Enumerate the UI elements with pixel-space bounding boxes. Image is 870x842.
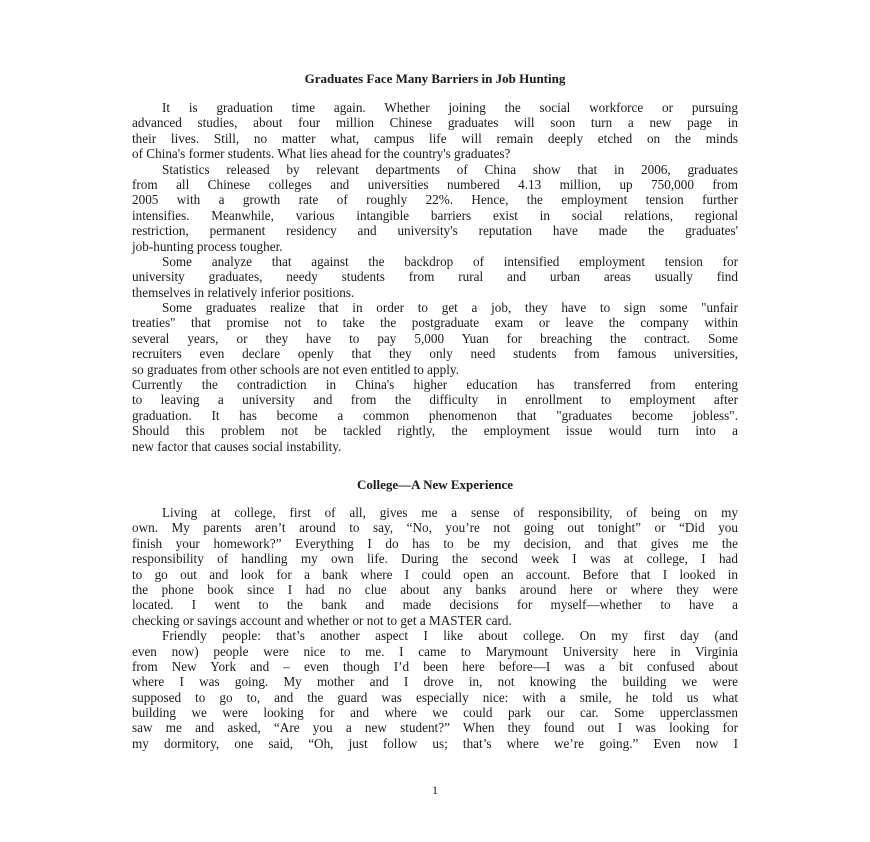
text-line: job-hunting process tougher. [132,238,283,254]
article-body-1 [132,100,738,454]
text-line: university graduates, needy students from rural and urban areas usually find [132,269,738,285]
paragraph [132,162,738,254]
text-line: It is graduation time again. Whether joining the social workforce or pursuing [162,100,738,115]
page-number: 1 [432,783,438,797]
text-line: supposed to go to, and the guard was especially nice: with a smile, he told us what [132,689,738,705]
text-line: 2005 with a growth rate of roughly 22%. Hence, the employment tension further [132,192,738,208]
text-line: so graduates from other schools are not even entitled to apply. [132,361,459,377]
text-line: Statistics released by relevant departments of China show that in 2006, graduates [162,161,738,177]
text-line: their lives. Still, no matter what, campus life will remain deeply etched on the minds [132,130,738,146]
article-title-1: Graduates Face Many Barriers in Job Hunting [304,71,566,86]
text-line: graduation. It has become a common phenomenon that "graduates become jobless". [132,407,738,423]
text-line: of China's former students. What lies ahead for the country's graduates? [132,146,511,162]
text-line: building we were looking for and where we could park our car. Some upperclassmen [132,705,738,721]
text-line: new factor that causes social instability. [132,438,342,454]
text-line: Some graduates realize that in order to get a job, they have to sign some "unfair [162,300,738,316]
text-line: Some analyze that against the backdrop of intensified employment tension for [162,253,738,269]
text-line: Should this problem not be tackled rightly, the employment issue would turn into a [132,423,738,439]
text-line: to leaving a university and from the difficulty in enrollment to employment after [132,392,738,408]
text-line: Living at college, first of all, gives me a sense of responsibility, of being on my [162,505,738,520]
text-line: to go out and look for a bank where I could open an account. Before that I looked in [132,566,738,582]
text-line: my dormitory, one said, “Oh, just follow us; that’s where we’re going.” Even now I [132,735,738,751]
text-line: even now) people were nice to me. I came to Marymount University here in Virginia [132,643,738,659]
text-line: Currently the contradiction in China's higher education has transferred from entering [132,377,738,393]
text-line: the phone book since I had no clue about any banks around here or where they were [132,581,738,597]
paragraph [132,100,738,162]
text-line: where I was going. My mother and I drove in, not knowing the building we were [132,674,738,690]
article-title-2: College—A New Experience [357,477,513,492]
text-line: themselves in relatively inferior positions. [132,284,355,300]
text-line: recruiters even declare openly that they only need students from famous universities, [132,346,738,362]
article-body-2 [132,505,738,751]
text-line: several years, or they have to pay 5,000 Yuan for breaching the contract. Some [132,330,738,346]
text-line: finish your homework?” Everything I do has to be my decision, and that gives me the [132,535,738,551]
text-line: from New York and – even though I’d been here before—I was a bit confused about [132,658,738,674]
text-line: saw me and asked, “Are you a new student?” When they found out I was looking for [132,720,738,736]
text-line: checking or savings account and whether or not to get a MASTER card. [132,612,512,628]
paragraph [132,505,738,628]
paragraph [132,300,738,377]
paragraph [132,628,738,751]
text-line: located. I went to the bank and made decisions for myself—whether to have a [132,597,738,613]
paragraph [132,254,738,300]
text-line: advanced studies, about four million Chinese graduates will soon turn a new page in [132,115,738,131]
text-line: restriction, permanent residency and university's reputation have made the graduates' [132,223,738,239]
text-line: from all Chinese colleges and universities numbered 4.13 million, up 750,000 from [132,176,738,192]
text-line: Friendly people: that’s another aspect I like about college. On my first day (and [162,628,738,644]
text-line: intensifies. Meanwhile, various intangible barriers exist in social relations, regional [132,207,738,223]
text-line: own. My parents aren’t around to say, “No, you’re not going out tonight” or “Did you [132,520,738,536]
paragraph [132,377,738,454]
text-line: responsibility of handling my own life. During the second week I was at college, I had [132,551,738,567]
text-line: treaties" that promise not to take the postgraduate exam or leave the company within [132,315,738,331]
